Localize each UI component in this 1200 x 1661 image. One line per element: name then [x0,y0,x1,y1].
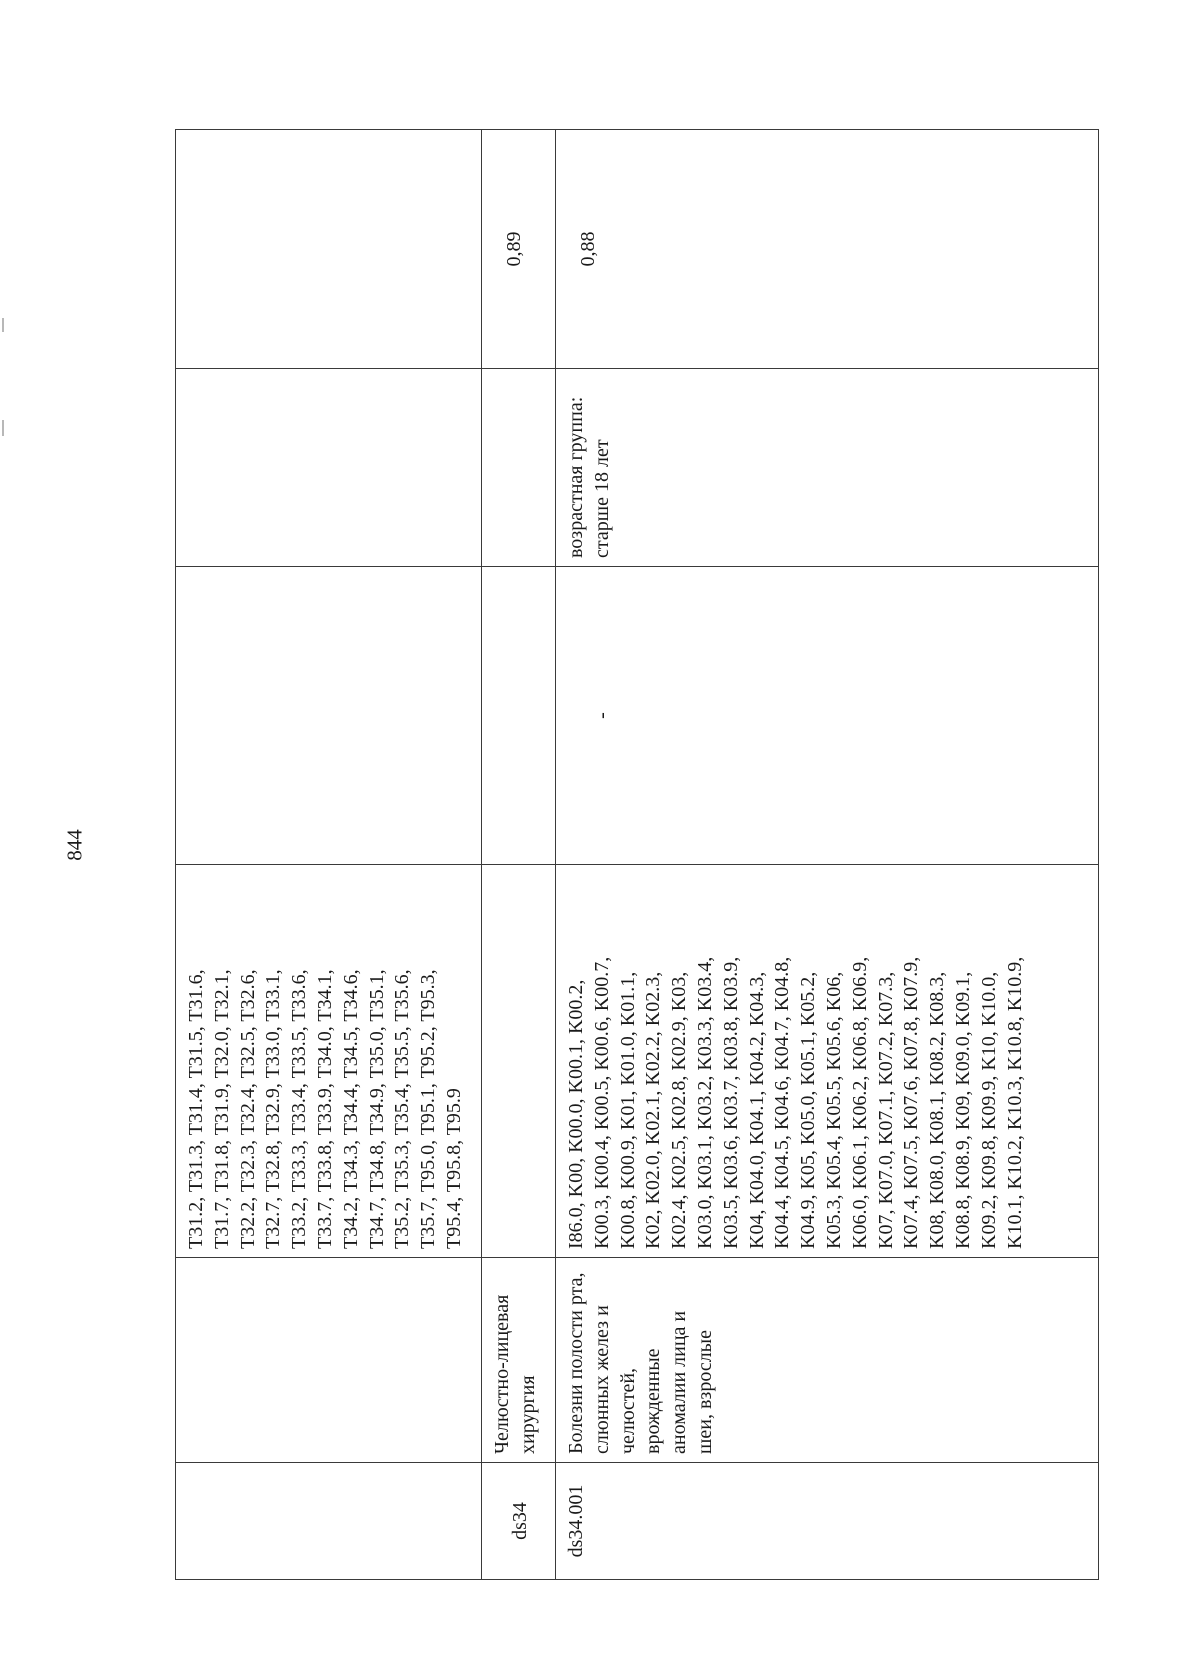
other-criteria-cell [176,369,482,567]
icd-line: T32.2, T32.3, T32.4, T32.5, T32.6, [236,969,259,1249]
icd-line: K02, K02.0, K02.1, K02.2, K02.3, [642,971,665,1249]
group-code-cell: ds34.001 [556,1463,1099,1580]
icd-line: K04.4, K04.5, K04.6, K04.7, K04.8, [771,956,794,1249]
icd-line: K07, K07.0, K07.1, K07.2, K07.3, [874,971,897,1249]
scan-artifact [2,318,4,332]
icd-line: T95.4, T95.8, T95.9 [442,1088,465,1249]
icd-codes-cell [556,865,1099,1258]
icd-line: T35.2, T35.3, T35.4, T35.5, T35.6, [391,969,414,1249]
table-row-profile [482,130,556,1580]
group-name-cell [176,1258,482,1463]
icd-line: K10.1, K10.2, K10.3, K10.8, K10.9, [1003,956,1026,1249]
icd-codes-cell [176,865,482,1258]
table-row-group [556,130,1099,1580]
icd-line: T34.2, T34.3, T34.4, T34.5, T34.6, [339,969,362,1249]
rotated-table-wrapper [175,130,1098,1580]
icd-line: K06.0, K06.1, K06.2, K06.8, K06.9, [848,956,871,1249]
icd-line: K05.3, K05.4, K05.5, K05.6, K06, [822,971,845,1249]
scan-artifact [2,420,4,436]
group-name-cell: Челюстно-лицевая хирургия [482,1258,556,1463]
icd-line: T33.2, T33.3, T33.4, T33.5, T33.6, [288,969,311,1249]
icd-line: K03.5, K03.6, K03.7, K03.8, K03.9, [719,956,742,1249]
service-codes-cell [482,567,556,865]
icd-line: K00.8, K00.9, K01, K01.0, K01.1, [616,971,639,1249]
icd-line: K02.4, K02.5, K02.8, K02.9, K03, [668,971,691,1249]
icd-line: T33.7, T33.8, T33.9, T34.0, T34.1, [313,969,336,1249]
icd-line: T31.7, T31.8, T31.9, T32.0, T32.1, [210,969,233,1249]
page-number: 844 [62,829,87,861]
group-code-cell: ds34 [482,1463,556,1580]
icd-line: K03.0, K03.1, K03.2, K03.3, K03.4, [693,956,716,1249]
icd-line: K09.2, K09.8, K09.9, K10, K10.0, [977,971,1000,1249]
other-criteria-cell [482,369,556,567]
icd-line: K08.8, K08.9, K09, K09.0, K09.1, [951,971,974,1249]
table-row-continuation [176,130,482,1580]
service-codes-cell: - [556,567,1099,865]
icd-line: T34.7, T34.8, T34.9, T35.0, T35.1, [365,969,388,1249]
icd-line: K00.3, K00.4, K00.5, K00.6, K00.7, [590,956,613,1249]
icd-line: K08, K08.0, K08.1, K08.2, K08.3, [926,971,949,1249]
other-criteria-cell: возрастная группа: старше 18 лет [556,369,1099,567]
icd-codes-cell [482,865,556,1258]
icd-line: K04.9, K05, K05.0, K05.1, K05.2, [797,971,820,1249]
tariff-table [175,129,1099,1580]
icd-line: T35.7, T95.0, T95.1, T95.2, T95.3, [417,969,440,1249]
coefficient-cell: 0,88 [556,130,1099,369]
icd-line: I86.0, K00, K00.0, K00.1, K00.2, [565,979,587,1249]
icd-line: K07.4, K07.5, K07.6, K07.8, K07.9, [900,956,923,1249]
service-codes-cell [176,567,482,865]
icd-line: T32.7, T32.8, T32.9, T33.0, T33.1, [262,969,285,1249]
coefficient-cell: 0,89 [482,130,556,369]
icd-line: T31.2, T31.3, T31.4, T31.5, T31.6, [185,969,207,1249]
icd-line: K04, K04.0, K04.1, K04.2, K04.3, [745,971,768,1249]
coefficient-cell [176,130,482,369]
group-name-cell: Болезни полости рта, слюнных желез и челюстей, врожденные аномалии лица и шеи, взрослые [556,1258,1099,1463]
group-code-cell [176,1463,482,1580]
